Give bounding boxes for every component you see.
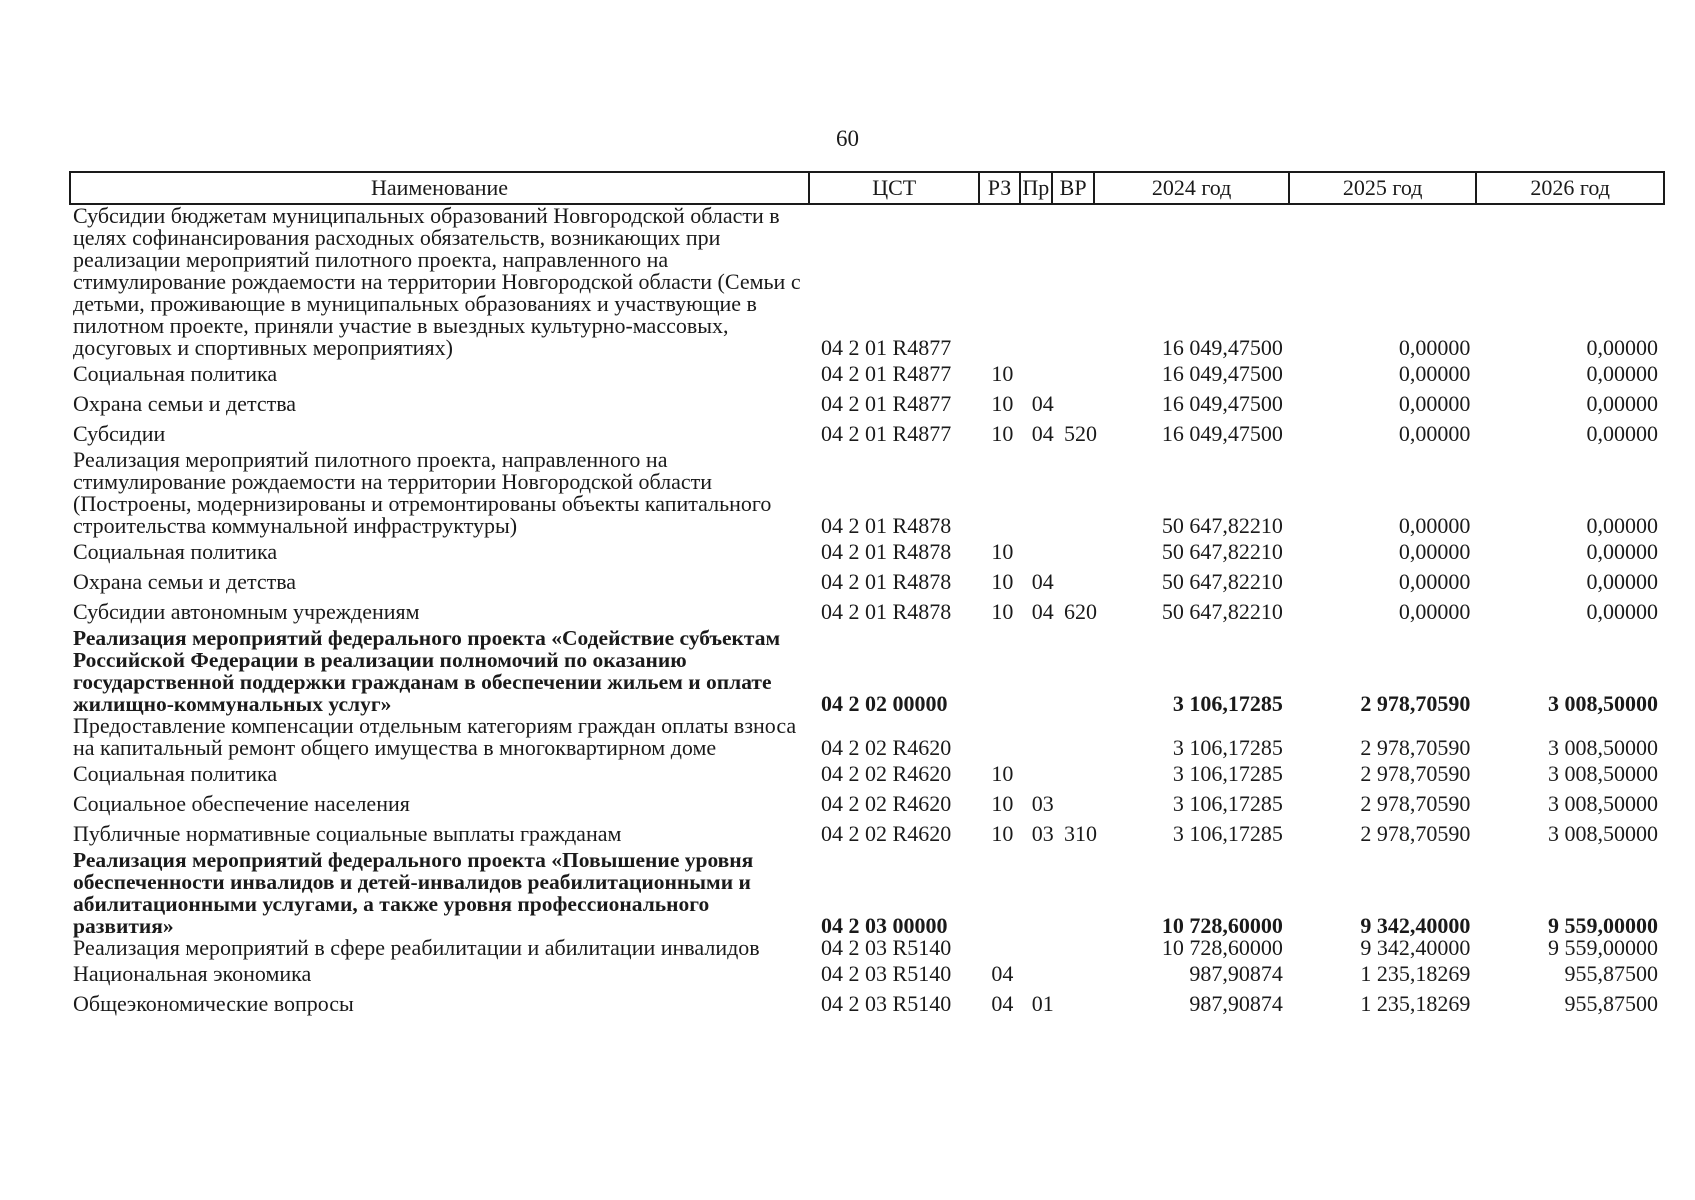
cell-cst: 04 2 02 R4620: [821, 821, 952, 846]
cell-name: Реализация мероприятий федерального проекта «Содействие субъектам Российской Федерации в реализации полномочий по оказанию государственной поддержки гражданам в обеспечении жильем и оплате жилищно-коммунальных услуг»: [73, 626, 781, 716]
cell-2024: 16 049,47500: [1161, 391, 1283, 416]
cell-vr: [1052, 759, 1094, 789]
table-row: [70, 789, 1664, 819]
cell-rz: [979, 449, 1019, 537]
cell-name: Субсидии: [73, 421, 166, 446]
table-row: [70, 989, 1664, 1019]
table-row: [70, 419, 1664, 449]
cell-2025: 0,00000: [1398, 361, 1471, 386]
cell-vr: [1052, 715, 1094, 759]
cell-2024: 987,90874: [1189, 961, 1283, 986]
cell-2025: 0,00000: [1398, 421, 1471, 446]
cell-2024: 10 728,60000: [1161, 913, 1283, 938]
cell-vr: [1052, 537, 1094, 567]
cell-name: Охрана семьи и детства: [73, 391, 297, 416]
table-row: [70, 849, 1664, 937]
cell-vr: 620: [1063, 599, 1097, 624]
cell-vr: [1052, 789, 1094, 819]
cell-2024: 987,90874: [1189, 991, 1283, 1016]
cell-2025: 2 978,70590: [1360, 761, 1471, 786]
cell-2026: 0,00000: [1586, 391, 1658, 416]
cell-pr: [1020, 937, 1052, 959]
cell-name: Субсидии автономным учреждениям: [73, 599, 420, 624]
cell-pr: [1020, 359, 1052, 389]
cell-2026: 955,87500: [1564, 961, 1658, 986]
table-header-row: [70, 172, 1664, 204]
cell-vr: [1052, 204, 1094, 359]
cell-rz: 10: [991, 391, 1014, 416]
cell-cst: 04 2 01 R4877: [821, 391, 952, 416]
table-row: [70, 937, 1664, 959]
table-row: [70, 715, 1664, 759]
cell-2024: 50 647,82210: [1161, 569, 1283, 594]
cell-rz: [979, 204, 1019, 359]
cell-cst: 04 2 01 R4878: [821, 539, 952, 564]
cell-2026: 3 008,50000: [1548, 791, 1658, 816]
cell-2026: 0,00000: [1586, 599, 1658, 624]
table-row: [70, 959, 1664, 989]
cell-2026: 0,00000: [1586, 361, 1658, 386]
cell-vr: [1052, 449, 1094, 537]
cell-2024: 3 106,17285: [1172, 791, 1283, 816]
cell-vr: [1052, 989, 1094, 1019]
table-row: [70, 204, 1664, 359]
cell-vr: [1052, 567, 1094, 597]
cell-vr: 520: [1063, 421, 1097, 446]
cell-cst: 04 2 02 R4620: [821, 761, 952, 786]
cell-name: Общеэкономические вопросы: [73, 991, 354, 1016]
cell-2024: 10 728,60000: [1161, 935, 1283, 960]
cell-rz: 10: [991, 539, 1014, 564]
table-body: [70, 204, 1664, 1019]
cell-pr: 03: [1031, 821, 1054, 846]
cell-2026: 0,00000: [1586, 335, 1658, 360]
cell-2026: 0,00000: [1586, 421, 1658, 446]
table-row: [70, 359, 1664, 389]
cell-2024: 3 106,17285: [1172, 735, 1283, 760]
cell-2024: 3 106,17285: [1172, 761, 1283, 786]
cell-vr: [1052, 849, 1094, 937]
cell-2025: 1 235,18269: [1360, 961, 1471, 986]
cell-2026: 3 008,50000: [1548, 735, 1658, 760]
header-2024: 2024 год: [1094, 172, 1289, 204]
cell-name: Социальная политика: [73, 361, 278, 386]
cell-2025: 0,00000: [1398, 569, 1471, 594]
cell-pr: [1020, 627, 1052, 715]
cell-rz: 10: [991, 761, 1014, 786]
cell-pr: [1020, 537, 1052, 567]
cell-2025: 2 978,70590: [1360, 791, 1471, 816]
cell-rz: 10: [991, 569, 1014, 594]
cell-rz: 10: [991, 421, 1014, 446]
table-row: [70, 627, 1664, 715]
cell-vr: [1052, 389, 1094, 419]
cell-pr: [1020, 449, 1052, 537]
cell-vr: [1052, 359, 1094, 389]
cell-name: Социальное обеспечение населения: [73, 791, 410, 816]
budget-table: [69, 171, 1665, 1019]
cell-rz: 04: [991, 961, 1014, 986]
cell-2026: 3 008,50000: [1548, 761, 1658, 786]
cell-vr: 310: [1063, 821, 1097, 846]
cell-2025: 0,00000: [1398, 391, 1471, 416]
cell-rz: [979, 627, 1019, 715]
cell-rz: 10: [991, 821, 1014, 846]
cell-pr: 01: [1031, 991, 1054, 1016]
cell-vr: [1052, 937, 1094, 959]
cell-vr: [1052, 627, 1094, 715]
cell-2024: 3 106,17285: [1172, 821, 1283, 846]
cell-pr: 04: [1031, 599, 1054, 624]
cell-2026: 3 008,50000: [1548, 821, 1658, 846]
cell-2025: 0,00000: [1398, 539, 1471, 564]
cell-cst: 04 2 01 R4878: [821, 599, 952, 624]
cell-2025: 2 978,70590: [1360, 691, 1471, 716]
cell-name: Национальная экономика: [73, 961, 312, 986]
cell-name: Реализация мероприятий федерального проекта «Повышение уровня обеспеченности инвалидов и детей-инвалидов реабилитационными и абилитационными услугами, а также уровня профессионального развития»: [73, 848, 754, 938]
cell-cst: 04 2 02 R4620: [821, 791, 952, 816]
cell-rz: 04: [991, 991, 1014, 1016]
cell-name: Субсидии бюджетам муниципальных образований Новгородской области в целях софинансирования расходных обязательств, возникающих при реализации мероприятий пилотного проекта, направленного на стимулирование рождаемости на территории Новгородской области (Семьи с детьми, проживающие в муниципальных образованиях и участвующие в пилотном проекте, приняли участие в выездных культурно-массовых, досуговых и спортивных мероприятиях): [73, 203, 801, 360]
cell-2025: 0,00000: [1398, 513, 1471, 538]
table-row: [70, 567, 1664, 597]
table-row: [70, 537, 1664, 567]
cell-cst: 04 2 01 R4877: [821, 335, 952, 360]
cell-name: Социальная политика: [73, 539, 278, 564]
cell-2026: 3 008,50000: [1548, 691, 1658, 716]
header-2026: 2026 год: [1476, 172, 1664, 204]
cell-name: Реализация мероприятий пилотного проекта, направленного на стимулирование рождаемости на территории Новгородской области (Построены, модернизированы и отремонтированы объекты капитального строительства коммунальной инфраструктуры): [73, 447, 772, 538]
cell-name: Охрана семьи и детства: [73, 569, 297, 594]
cell-pr: [1020, 204, 1052, 359]
cell-cst: 04 2 01 R4877: [821, 361, 952, 386]
cell-rz: [979, 849, 1019, 937]
cell-2025: 9 342,40000: [1360, 935, 1471, 960]
cell-pr: [1020, 715, 1052, 759]
cell-cst: 04 2 01 R4878: [821, 569, 952, 594]
cell-2024: 3 106,17285: [1172, 691, 1283, 716]
cell-cst: 04 2 03 R5140: [821, 935, 952, 960]
cell-2024: 50 647,82210: [1161, 513, 1283, 538]
cell-rz: 10: [991, 599, 1014, 624]
cell-2024: 16 049,47500: [1161, 335, 1283, 360]
cell-2024: 16 049,47500: [1161, 361, 1283, 386]
page-number: 60: [836, 126, 859, 151]
table-row: [70, 449, 1664, 537]
cell-2025: 2 978,70590: [1360, 821, 1471, 846]
cell-cst: 04 2 01 R4878: [821, 513, 952, 538]
header-name: Наименование: [70, 172, 809, 204]
header-vr: ВР: [1052, 172, 1094, 204]
cell-2025: 1 235,18269: [1360, 991, 1471, 1016]
cell-cst: 04 2 02 R4620: [821, 735, 952, 760]
cell-name: Предоставление компенсации отдельным категориям граждан оплаты взноса на капитальный ремонт общего имущества в многоквартирном доме: [73, 713, 797, 760]
cell-rz: [979, 937, 1019, 959]
cell-name: Реализация мероприятий в сфере реабилитации и абилитации инвалидов: [73, 935, 760, 960]
cell-name: Публичные нормативные социальные выплаты гражданам: [73, 821, 622, 846]
cell-2025: 2 978,70590: [1360, 735, 1471, 760]
cell-2025: 0,00000: [1398, 335, 1471, 360]
cell-pr: 03: [1031, 791, 1054, 816]
cell-pr: [1020, 959, 1052, 989]
cell-rz: 10: [991, 361, 1014, 386]
cell-2024: 50 647,82210: [1161, 539, 1283, 564]
cell-pr: [1020, 759, 1052, 789]
header-2025: 2025 год: [1289, 172, 1477, 204]
cell-rz: [979, 715, 1019, 759]
cell-2026: 0,00000: [1586, 513, 1658, 538]
cell-pr: 04: [1031, 569, 1054, 594]
cell-cst: 04 2 03 00000: [821, 913, 948, 938]
table-row: [70, 759, 1664, 789]
cell-2024: 16 049,47500: [1161, 421, 1283, 446]
cell-cst: 04 2 01 R4877: [821, 421, 952, 446]
cell-2024: 50 647,82210: [1161, 599, 1283, 624]
cell-2026: 9 559,00000: [1548, 935, 1658, 960]
cell-cst: 04 2 03 R5140: [821, 991, 952, 1016]
header-rz: РЗ: [979, 172, 1019, 204]
cell-2026: 0,00000: [1586, 539, 1658, 564]
cell-pr: 04: [1031, 421, 1054, 446]
table-row: [70, 389, 1664, 419]
cell-2025: 9 342,40000: [1360, 913, 1471, 938]
cell-vr: [1052, 959, 1094, 989]
cell-cst: 04 2 03 R5140: [821, 961, 952, 986]
cell-2026: 9 559,00000: [1548, 913, 1658, 938]
table-row: [70, 819, 1664, 849]
cell-pr: 04: [1031, 391, 1054, 416]
table-row: [70, 597, 1664, 627]
header-pr: Пр: [1020, 172, 1052, 204]
cell-cst: 04 2 02 00000: [821, 691, 948, 716]
cell-2026: 0,00000: [1586, 569, 1658, 594]
cell-2026: 955,87500: [1564, 991, 1658, 1016]
cell-rz: 10: [991, 791, 1014, 816]
cell-name: Социальная политика: [73, 761, 278, 786]
cell-pr: [1020, 849, 1052, 937]
cell-2025: 0,00000: [1398, 599, 1471, 624]
header-cst: ЦСТ: [809, 172, 979, 204]
